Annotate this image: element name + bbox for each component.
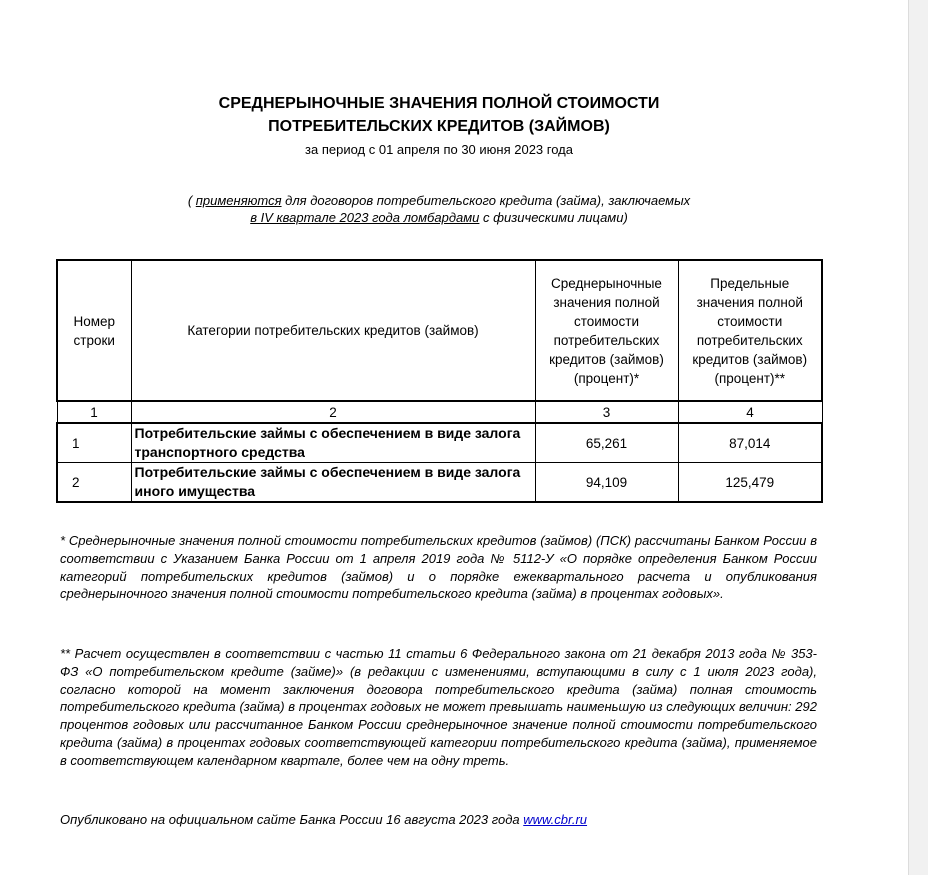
- row-number-cell: 2: [57, 463, 131, 503]
- table-row: [57, 463, 822, 503]
- document-period: за период с 01 апреля по 30 июня 2023 года: [305, 142, 573, 157]
- column-number: 1: [57, 401, 131, 423]
- applicability-open-paren: (: [187, 193, 196, 208]
- publication-note: [60, 811, 587, 828]
- row-category-cell: Потребительские займы с обеспечением в виде залога иного имущества: [131, 463, 535, 503]
- header-limit-value: Предельные значения полной стоимости потребительских кредитов (займов) (процент)**: [678, 260, 822, 401]
- column-number-row: [57, 401, 822, 423]
- document-title-line-2: ПОТРЕБИТЕЛЬСКИХ КРЕДИТОВ (ЗАЙМОВ): [268, 118, 610, 135]
- publication-text: Опубликовано на официальном сайте Банка России 16 августа 2023 года: [60, 812, 524, 827]
- row-average-value-cell: 94,109: [535, 463, 678, 503]
- rates-table: [56, 259, 823, 503]
- row-limit-value-cell: 125,479: [678, 463, 822, 503]
- header-row-number: Номер строки: [57, 260, 131, 401]
- cbr-website-link[interactable]: www.cbr.ru: [523, 812, 588, 827]
- applicability-note-line-2: [0, 209, 878, 226]
- header-average-value: Среднерыночные значения полной стоимости потребительских кредитов (займов) (процент)*: [535, 260, 678, 401]
- applicability-tail-text: с физическими лицами): [479, 210, 628, 225]
- viewer-side-gutter: [908, 0, 928, 875]
- column-number: 3: [535, 401, 678, 423]
- row-average-value-cell: 65,261: [535, 423, 678, 463]
- column-number: 4: [678, 401, 822, 423]
- footnote-average: * Среднерыночные значения полной стоимости потребительских кредитов (займов) (ПСК) рассчитаны Банком России в соответствии с Указанием Банка России от 1 апреля 2019 года № 5112-У «О порядке определения Банком России категорий потребительских кредитов (займов) и о порядке ежеквартального расчета и опубликования среднерыночного значения полной стоимости потребительского кредита (займа) в процентах годовых».: [60, 533, 817, 602]
- applicability-note-line-1: [0, 192, 878, 209]
- footnote-limit: ** Расчет осуществлен в соответствии с частью 11 статьи 6 Федерального закона от 21 декабря 2013 года № 353-ФЗ «О потребительском кредите (займе)» (в редакции с изменениями, вступающими в силу с 1 июля 2023 года), согласно которой на момент заключения договора потребительского кредита (займа) полная стоимость потребительского кредита (займа) в процентах годовых не может превышать наименьшую из следующих величин: 292 процентов годовых или рассчитанное Банком России среднерыночное значение полной стоимости потребительского кредита (займа) в процентах годовых соответствующей категории потребительского кредита (займа), применяемое в соответствующем календарном квартале, более чем на одну треть.: [60, 646, 817, 768]
- applicability-applied-word: применяются: [195, 193, 282, 208]
- row-category-cell: Потребительские займы с обеспечением в виде залога транспортного средства: [131, 423, 535, 463]
- table-header-row: [57, 260, 822, 401]
- table-row: [57, 423, 822, 463]
- applicability-mid-text: для договоров потребительского кредита (займа), заключаемых: [281, 193, 691, 208]
- row-limit-value-cell: 87,014: [678, 423, 822, 463]
- column-number: 2: [131, 401, 535, 423]
- row-number-cell: 1: [57, 423, 131, 463]
- header-category: Категории потребительских кредитов (займов): [131, 260, 535, 401]
- applicability-period-pawnshops: в IV квартале 2023 года ломбардами: [250, 210, 480, 225]
- document-title-line-1: СРЕДНЕРЫНОЧНЫЕ ЗНАЧЕНИЯ ПОЛНОЙ СТОИМОСТИ: [218, 95, 660, 112]
